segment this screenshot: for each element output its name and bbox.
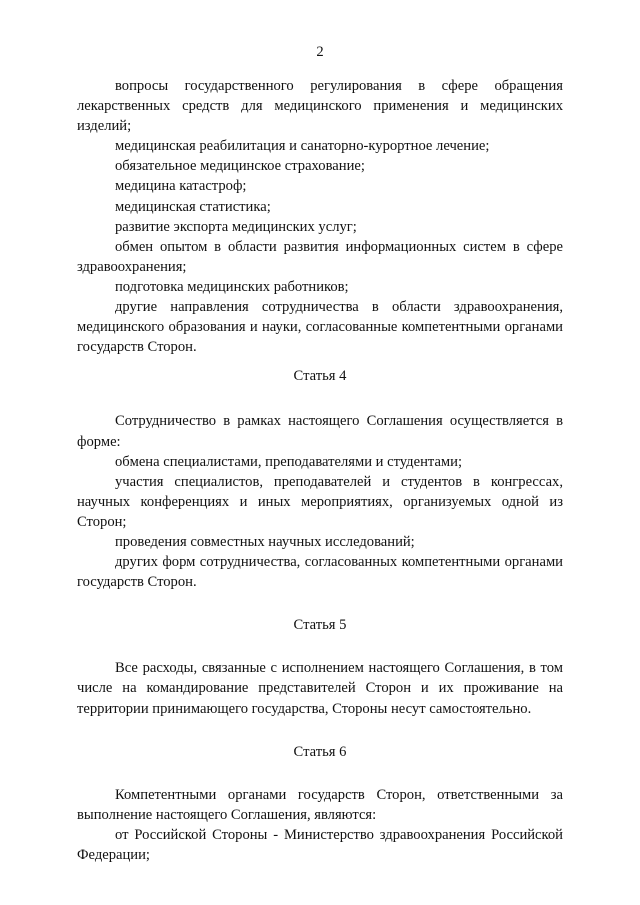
list-item: от Российской Стороны - Министерство здравоохранения Российской Федерации;: [77, 826, 563, 863]
list-item: другие направления сотрудничества в области здравоохранения, медицинского образования и науки, согласованные компетентными органами государств Сторон.: [77, 299, 563, 356]
list-item: проведения совместных научных исследований;: [115, 533, 415, 550]
document-body: [77, 76, 563, 865]
list-item: медицина катастроф;: [115, 178, 247, 195]
list-item: других форм сотрудничества, согласованных компетентными органами государств Сторон.: [77, 554, 563, 591]
page-number: 2: [316, 44, 324, 60]
paragraph: Все расходы, связанные с исполнением настоящего Соглашения, в том числе на командирование представителей Сторон и их проживание на территории принимающего государства, Стороны несут самостоятельно.: [77, 660, 563, 717]
list-item: медицинская реабилитация и санаторно-курортное лечение;: [115, 138, 490, 155]
list-item: подготовка медицинских работников;: [115, 278, 349, 295]
list-item: вопросы государственного регулирования в сфере обращения лекарственных средств для медицинского применения и медицинских изделий;: [77, 78, 563, 135]
article-6-body: [77, 785, 563, 865]
list-continuation: [77, 76, 563, 357]
list-item: обязательное медицинское страхование;: [115, 158, 365, 175]
list-item: обмен опытом в области развития информационных систем в сфере здравоохранения;: [77, 238, 563, 275]
article-4-body: [77, 411, 563, 592]
paragraph: Компетентными органами государств Сторон, ответственными за выполнение настоящего Соглашения, являются:: [77, 786, 563, 823]
article-6-heading: Статья 6: [293, 743, 347, 760]
list-item: развитие экспорта медицинских услуг;: [115, 218, 357, 235]
list-item: обмена специалистами, преподавателями и студентами;: [115, 453, 463, 470]
paragraph: Сотрудничество в рамках настоящего Соглашения осуществляется в форме:: [77, 413, 563, 450]
article-5-body: [77, 658, 563, 718]
list-item: медицинская статистика;: [115, 198, 271, 215]
list-item: участия специалистов, преподавателей и студентов в конгрессах, научных конференциях и иных мероприятиях, организуемых одной из Сторон;: [77, 473, 563, 530]
article-4-heading: Статья 4: [293, 368, 347, 385]
article-5-heading: Статья 5: [293, 617, 347, 634]
